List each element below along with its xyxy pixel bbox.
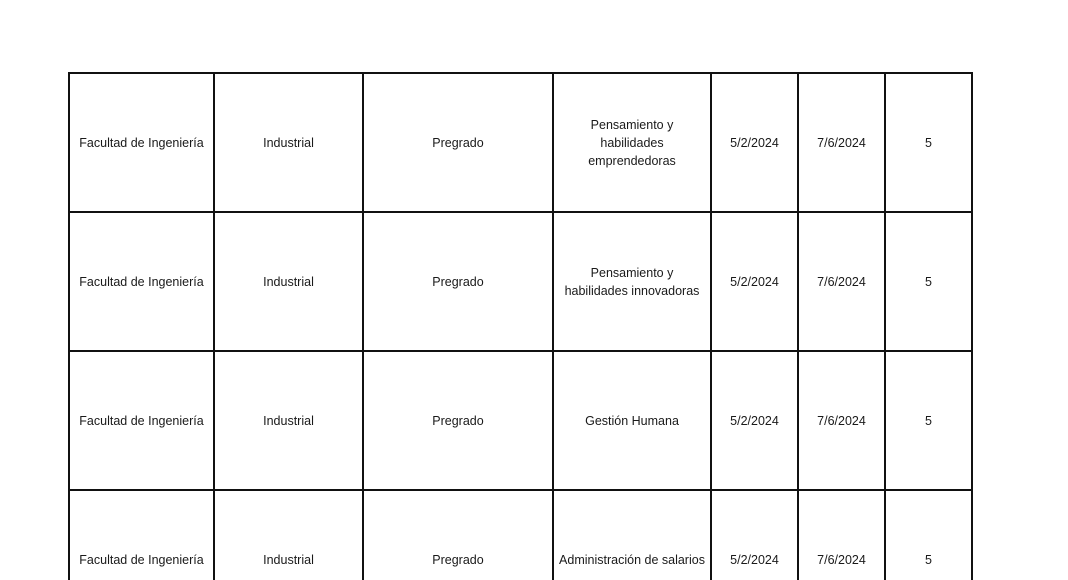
start-date-cell: 5/2/2024 xyxy=(711,490,798,580)
program-cell: Industrial xyxy=(214,351,363,490)
end-date-cell: 7/6/2024 xyxy=(798,490,885,580)
end-date-cell: 7/6/2024 xyxy=(798,73,885,212)
faculty-cell: Facultad de Ingeniería xyxy=(69,351,214,490)
level-cell: Pregrado xyxy=(363,351,553,490)
faculty-cell: Facultad de Ingeniería xyxy=(69,212,214,351)
table-row xyxy=(69,212,972,351)
level-cell: Pregrado xyxy=(363,212,553,351)
table-row xyxy=(69,351,972,490)
level-cell: Pregrado xyxy=(363,73,553,212)
course-table xyxy=(68,72,973,580)
faculty-cell: Facultad de Ingeniería xyxy=(69,490,214,580)
value-cell: 5 xyxy=(885,212,972,351)
start-date-cell: 5/2/2024 xyxy=(711,351,798,490)
course-cell: Pensamiento y habilidades innovadoras xyxy=(553,212,711,351)
course-cell: Gestión Humana xyxy=(553,351,711,490)
faculty-cell: Facultad de Ingeniería xyxy=(69,73,214,212)
start-date-cell: 5/2/2024 xyxy=(711,212,798,351)
value-cell: 5 xyxy=(885,490,972,580)
program-cell: Industrial xyxy=(214,490,363,580)
course-cell: Administración de salarios xyxy=(553,490,711,580)
course-cell: Pensamiento y habilidades emprendedoras xyxy=(553,73,711,212)
table-row xyxy=(69,73,972,212)
program-cell: Industrial xyxy=(214,212,363,351)
level-cell: Pregrado xyxy=(363,490,553,580)
value-cell: 5 xyxy=(885,73,972,212)
value-cell: 5 xyxy=(885,351,972,490)
table-row xyxy=(69,490,972,580)
end-date-cell: 7/6/2024 xyxy=(798,212,885,351)
end-date-cell: 7/6/2024 xyxy=(798,351,885,490)
start-date-cell: 5/2/2024 xyxy=(711,73,798,212)
program-cell: Industrial xyxy=(214,73,363,212)
